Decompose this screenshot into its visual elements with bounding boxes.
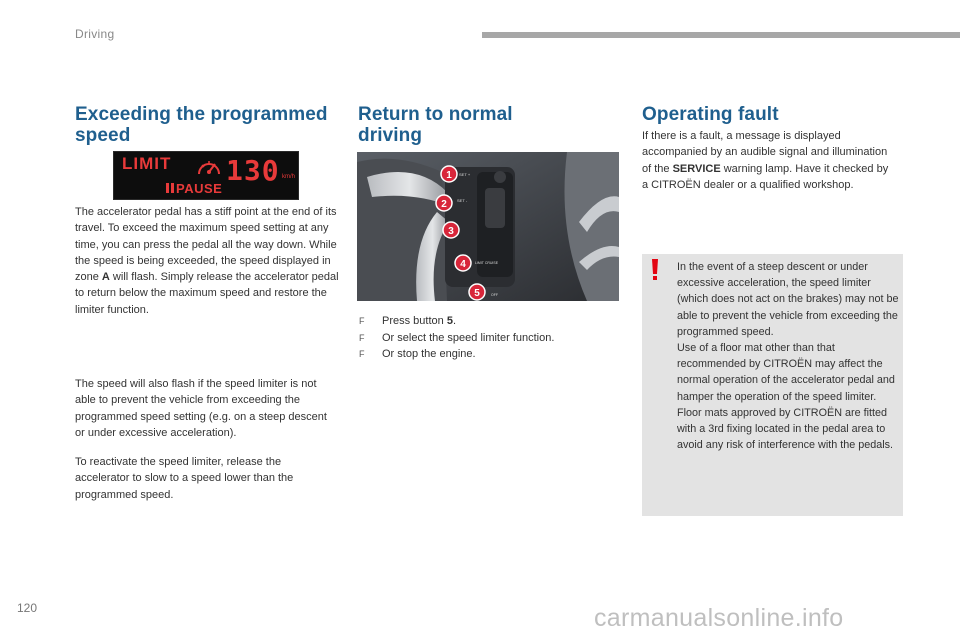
text: will flash. Simply release the accelerator pedal to return below the maximum speed and restore the limiter function.: [75, 271, 339, 316]
title-line: Exceeding the programmed: [75, 104, 328, 125]
steering-wheel-illustration: [357, 152, 619, 301]
text: The speed will also flash if the speed limiter is not able to prevent the vehicle from exceeding the programmed speed setting (e.g. on a steep descent or under excessive acceleration).: [75, 378, 327, 439]
section-title-exceeding: [75, 104, 328, 146]
bullet-marker: F: [359, 316, 365, 326]
text: Use of a floor mat other than that recommended by CITROËN may affect the normal operation of the accelerator pedal and hamper the operation of the speed limiter.: [677, 342, 895, 403]
exclamation-icon: [649, 259, 661, 281]
text: .: [452, 315, 457, 327]
callout-4: 4: [460, 259, 466, 270]
wheel-label-off: OFF: [491, 293, 498, 297]
list-item: [359, 330, 554, 347]
section-title-fault: Operating fault: [642, 104, 779, 125]
title-line: Return to normal: [358, 104, 513, 125]
title-line: speed: [75, 125, 131, 146]
text: Or select the speed limiter function.: [382, 331, 555, 344]
wheel-label-set-minus: SET -: [457, 198, 468, 203]
paragraph-reactivate: [75, 454, 330, 503]
speed-limiter-display: [113, 151, 299, 200]
callout-2: 2: [441, 199, 447, 210]
paragraph-exceed: [75, 204, 340, 318]
bullet-marker: F: [359, 332, 365, 343]
text: Floor mats approved by CITROËN are fitted with a 3rd fixing located in the pedal area to avoid any risk of interference with the pedals.: [677, 406, 894, 452]
text: Press button: [382, 315, 447, 327]
text: To reactivate the speed limiter, release the accelerator to slow to a speed lower than the programmed speed.: [75, 456, 294, 501]
callout-5: 5: [474, 288, 480, 299]
list-item: [359, 346, 554, 363]
callout-1: 1: [446, 170, 452, 181]
zone-label: A: [101, 271, 110, 284]
warning-text: [677, 259, 899, 453]
wheel-label-set-plus: SET +: [459, 172, 471, 177]
wheel-label-limit-cruise: LIMIT CRUISE: [475, 261, 499, 265]
speed-value: 130: [226, 154, 280, 187]
text: In the event of a steep descent or under excessive acceleration, the speed limiter (which does not act on the brakes) may not be able to prevent the vehicle from exceeding the programmed speed.: [677, 261, 899, 338]
header-bar: [482, 32, 960, 38]
watermark: carmanualsonline.info: [594, 604, 844, 632]
return-steps-list: [359, 313, 554, 363]
text: The accelerator pedal has a stiff point at the end of its travel. To exceed the maximum speed setting at any time, you can press the pedal all the way down. While the speed is being exceeded, the speed displayed in zone: [75, 206, 337, 284]
paragraph-fault: [642, 128, 892, 193]
steering-wheel-photo: [357, 152, 619, 301]
service-label: SERVICE: [672, 162, 721, 175]
page-number: 120: [17, 601, 38, 615]
text: Or stop the engine.: [382, 348, 476, 360]
title-line: driving: [358, 125, 423, 146]
pause-text: PAUSE: [176, 181, 223, 196]
speed-unit: km/h: [282, 174, 296, 180]
pause-icon: [166, 183, 174, 193]
paragraph-flash: [75, 376, 337, 441]
bullet-marker: F: [359, 349, 365, 359]
text: If there is a fault, a message is displayed accompanied by an audible signal and illumination of the: [642, 130, 888, 175]
limit-text: LIMIT: [122, 154, 172, 173]
list-item: [359, 313, 554, 330]
section-title-return: [358, 104, 513, 146]
callout-3: 3: [448, 226, 454, 237]
text: warning lamp. Have it checked by a CITROËN dealer or a qualified workshop.: [642, 162, 889, 191]
section-label: Driving: [75, 27, 115, 41]
speedometer-icon: [196, 156, 222, 180]
button-number: 5: [446, 315, 453, 327]
